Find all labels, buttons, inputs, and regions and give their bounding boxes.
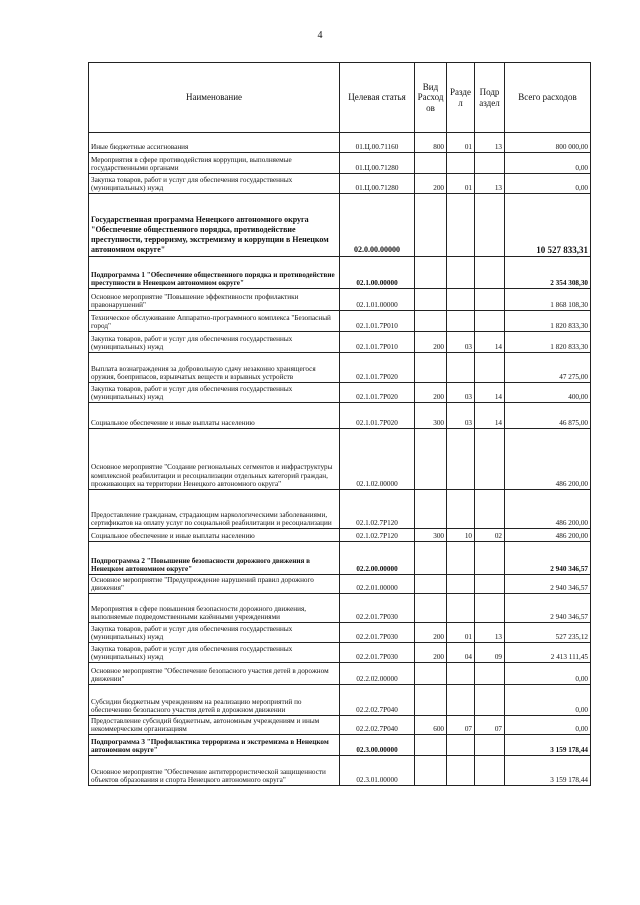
subsection-cell: 14	[475, 403, 505, 429]
section-cell	[447, 194, 475, 257]
target-article-cell: 01.Ц.00.71280	[340, 153, 415, 174]
subsection-cell	[475, 735, 505, 756]
total-cell: 486 200,00	[505, 429, 591, 490]
table-row	[89, 542, 591, 575]
expense-type-cell: 300	[415, 403, 447, 429]
subsection-cell	[475, 756, 505, 786]
target-article-cell: 01.Ц.00.71280	[340, 174, 415, 194]
subsection-cell: 14	[475, 332, 505, 353]
total-cell: 0,00	[505, 174, 591, 194]
expense-type-cell	[415, 153, 447, 174]
section-cell: 07	[447, 716, 475, 735]
target-article-cell: 02.2.02.7Р040	[340, 685, 415, 716]
table-row	[89, 403, 591, 429]
total-cell: 1 820 833,30	[505, 311, 591, 332]
total-cell: 486 200,00	[505, 490, 591, 529]
name-cell: Закупка товаров, работ и услуг для обеспечения государственных (муниципальных) нужд	[89, 332, 340, 353]
subsection-cell	[475, 575, 505, 594]
subsection-cell	[475, 311, 505, 332]
name-cell: Закупка товаров, работ и услуг для обеспечения государственных (муниципальных) нужд	[89, 623, 340, 643]
section-cell	[447, 353, 475, 383]
header-expense-type: Вид Расход ов	[415, 63, 447, 133]
total-cell: 2 413 111,45	[505, 643, 591, 663]
total-cell: 2 940 346,57	[505, 594, 591, 623]
total-cell: 486 200,00	[505, 529, 591, 542]
page-number: 4	[317, 30, 323, 41]
total-cell: 1 820 833,30	[505, 332, 591, 353]
name-cell: Социальное обеспечение и иные выплаты населению	[89, 529, 340, 542]
section-cell	[447, 575, 475, 594]
table-row	[89, 311, 591, 332]
header-row	[89, 63, 591, 133]
target-article-cell: 02.2.02.00000	[340, 663, 415, 685]
header-name: Наименование	[89, 63, 340, 133]
subsection-cell	[475, 353, 505, 383]
target-article-cell: 01.Ц.00.71160	[340, 133, 415, 153]
name-cell: Основное мероприятие "Предупреждение нарушений правил дорожного движения"	[89, 575, 340, 594]
subsection-cell: 13	[475, 133, 505, 153]
section-cell	[447, 542, 475, 575]
table-row	[89, 174, 591, 194]
table-row	[89, 353, 591, 383]
total-cell: 47 275,00	[505, 353, 591, 383]
header-total: Всего расходов	[505, 63, 591, 133]
section-cell: 01	[447, 133, 475, 153]
table-row	[89, 429, 591, 490]
total-cell: 1 868 108,30	[505, 289, 591, 311]
expense-type-cell: 200	[415, 174, 447, 194]
subsection-cell	[475, 429, 505, 490]
name-cell: Выплата вознаграждения за добровольную сдачу незаконно хранящегося оружия, боеприпасов, взрывчатых веществ и взрывных устройств	[89, 353, 340, 383]
target-article-cell: 02.1.01.7Р010	[340, 311, 415, 332]
table-row	[89, 153, 591, 174]
total-cell: 10 527 833,31	[505, 194, 591, 257]
header-section: Разде л	[447, 63, 475, 133]
budget-table	[88, 62, 591, 786]
expense-type-cell: 600	[415, 716, 447, 735]
expense-type-cell	[415, 542, 447, 575]
total-cell: 527 235,12	[505, 623, 591, 643]
target-article-cell: 02.3.00.00000	[340, 735, 415, 756]
name-cell: Закупка товаров, работ и услуг для обеспечения государственных (муниципальных) нужд	[89, 643, 340, 663]
total-cell: 46 875,00	[505, 403, 591, 429]
subsection-cell	[475, 490, 505, 529]
target-article-cell: 02.2.02.7Р040	[340, 716, 415, 735]
expense-type-cell	[415, 756, 447, 786]
name-cell: Подпрограмма 3 "Профилактика терроризма и экстремизма в Ненецком автономном округе"	[89, 735, 340, 756]
name-cell: Закупка товаров, работ и услуг для обеспечения государственных (муниципальных) нужд	[89, 383, 340, 403]
table-row	[89, 643, 591, 663]
target-article-cell: 02.0.00.00000	[340, 194, 415, 257]
name-cell: Подпрограмма 2 "Повышение безопасности дорожного движения в Ненецком автономном округе"	[89, 542, 340, 575]
expense-type-cell: 200	[415, 643, 447, 663]
section-cell: 04	[447, 643, 475, 663]
section-cell	[447, 594, 475, 623]
subsection-cell: 13	[475, 174, 505, 194]
target-article-cell: 02.1.02.00000	[340, 429, 415, 490]
name-cell: Предоставление субсидий бюджетным, автономным учреждениям и иным некоммерческим организациям	[89, 716, 340, 735]
target-article-cell: 02.1.01.7Р020	[340, 383, 415, 403]
subsection-cell	[475, 194, 505, 257]
table-row	[89, 133, 591, 153]
total-cell: 0,00	[505, 716, 591, 735]
name-cell: Социальное обеспечение и иные выплаты населению	[89, 403, 340, 429]
table-row	[89, 529, 591, 542]
table-row	[89, 575, 591, 594]
target-article-cell: 02.3.01.00000	[340, 756, 415, 786]
target-article-cell: 02.1.02.7Р120	[340, 490, 415, 529]
total-cell: 800 000,00	[505, 133, 591, 153]
subsection-cell	[475, 685, 505, 716]
section-cell: 01	[447, 174, 475, 194]
target-article-cell: 02.2.01.00000	[340, 575, 415, 594]
total-cell: 2 354 308,30	[505, 257, 591, 289]
name-cell: Государственная программа Ненецкого автономного округа "Обеспечение общественного порядка, противодействие преступности, терроризму, экстремизму и коррупции в Ненецком автономном округе"	[89, 194, 340, 257]
name-cell: Основное мероприятие "Повышение эффективности профилактики правонарушений"	[89, 289, 340, 311]
section-cell	[447, 735, 475, 756]
expense-type-cell: 200	[415, 383, 447, 403]
section-cell: 03	[447, 383, 475, 403]
section-cell: 10	[447, 529, 475, 542]
section-cell	[447, 756, 475, 786]
target-article-cell: 02.2.00.00000	[340, 542, 415, 575]
subsection-cell: 13	[475, 623, 505, 643]
expense-type-cell	[415, 735, 447, 756]
name-cell: Мероприятия в сфере противодействия коррупции, выполняемые государственными органами	[89, 153, 340, 174]
expense-type-cell	[415, 575, 447, 594]
name-cell: Субсидии бюджетным учреждениям на реализацию мероприятий по обеспечению безопасного участия детей в дорожном движении	[89, 685, 340, 716]
table-row	[89, 623, 591, 643]
expense-type-cell	[415, 685, 447, 716]
subsection-cell	[475, 663, 505, 685]
expense-type-cell: 200	[415, 332, 447, 353]
target-article-cell: 02.1.02.7Р120	[340, 529, 415, 542]
table-row	[89, 383, 591, 403]
section-cell	[447, 429, 475, 490]
table-row	[89, 257, 591, 289]
subsection-cell: 14	[475, 383, 505, 403]
total-cell: 0,00	[505, 663, 591, 685]
name-cell: Основное мероприятие "Обеспечение антитеррористической защищенности объектов образования и спорта Ненецкого автономного округа"	[89, 756, 340, 786]
subsection-cell	[475, 542, 505, 575]
name-cell: Подпрограмма 1 "Обеспечение общественного порядка и противодействие преступности в Ненецком автономном округе"	[89, 257, 340, 289]
total-cell: 2 940 346,57	[505, 575, 591, 594]
table-row	[89, 756, 591, 786]
header-subsection: Подр аздел	[475, 63, 505, 133]
total-cell: 2 940 346,57	[505, 542, 591, 575]
total-cell: 400,00	[505, 383, 591, 403]
target-article-cell: 02.1.01.00000	[340, 289, 415, 311]
expense-type-cell: 200	[415, 623, 447, 643]
name-cell: Мероприятия в сфере повышения безопасности дорожного движения, выполняемые подведомственными казёнными учреждениями	[89, 594, 340, 623]
subsection-cell	[475, 153, 505, 174]
name-cell: Основное мероприятие "Создание региональных сегментов и инфраструктуры комплексной реабилитации и ресоциализации отдельных категорий граждан, проживающих на территории Ненецкого автономного округа"	[89, 429, 340, 490]
table-row	[89, 490, 591, 529]
section-cell: 03	[447, 403, 475, 429]
expense-type-cell	[415, 289, 447, 311]
expense-type-cell	[415, 194, 447, 257]
expense-type-cell: 300	[415, 529, 447, 542]
expense-type-cell	[415, 594, 447, 623]
expense-type-cell	[415, 490, 447, 529]
subsection-cell: 07	[475, 716, 505, 735]
table-row	[89, 594, 591, 623]
subsection-cell	[475, 289, 505, 311]
section-cell	[447, 490, 475, 529]
section-cell: 03	[447, 332, 475, 353]
subsection-cell: 02	[475, 529, 505, 542]
target-article-cell: 02.1.00.00000	[340, 257, 415, 289]
table-row	[89, 332, 591, 353]
table-row	[89, 685, 591, 716]
expense-type-cell	[415, 353, 447, 383]
name-cell: Техническое обслуживание Аппаратно-программного комплекса "Безопасный город"	[89, 311, 340, 332]
name-cell: Основное мероприятие "Обеспечение безопасного участия детей в дорожном движении"	[89, 663, 340, 685]
section-cell	[447, 311, 475, 332]
table-row	[89, 735, 591, 756]
section-cell	[447, 663, 475, 685]
total-cell: 3 159 178,44	[505, 756, 591, 786]
table-row	[89, 194, 591, 257]
total-cell: 0,00	[505, 153, 591, 174]
section-cell: 01	[447, 623, 475, 643]
total-cell: 3 159 178,44	[505, 735, 591, 756]
subsection-cell: 09	[475, 643, 505, 663]
section-cell	[447, 153, 475, 174]
table-row	[89, 716, 591, 735]
expense-type-cell	[415, 257, 447, 289]
section-cell	[447, 257, 475, 289]
subsection-cell	[475, 594, 505, 623]
section-cell	[447, 289, 475, 311]
expense-type-cell	[415, 663, 447, 685]
header-target-article: Целевая статья	[340, 63, 415, 133]
name-cell: Закупка товаров, работ и услуг для обеспечения государственных (муниципальных) нужд	[89, 174, 340, 194]
table-row	[89, 289, 591, 311]
table-row	[89, 663, 591, 685]
target-article-cell: 02.2.01.7Р030	[340, 623, 415, 643]
section-cell	[447, 685, 475, 716]
subsection-cell	[475, 257, 505, 289]
target-article-cell: 02.2.01.7Р030	[340, 594, 415, 623]
expense-type-cell: 800	[415, 133, 447, 153]
target-article-cell: 02.1.01.7Р020	[340, 403, 415, 429]
target-article-cell: 02.1.01.7Р010	[340, 332, 415, 353]
total-cell: 0,00	[505, 685, 591, 716]
expense-type-cell	[415, 311, 447, 332]
target-article-cell: 02.2.01.7Р030	[340, 643, 415, 663]
name-cell: Иные бюджетные ассигнования	[89, 133, 340, 153]
expense-type-cell	[415, 429, 447, 490]
target-article-cell: 02.1.01.7Р020	[340, 353, 415, 383]
name-cell: Предоставление гражданам, страдающим наркологическими заболеваниями, сертификатов на оплату услуг по социальной реабилитации и ресоциализации	[89, 490, 340, 529]
